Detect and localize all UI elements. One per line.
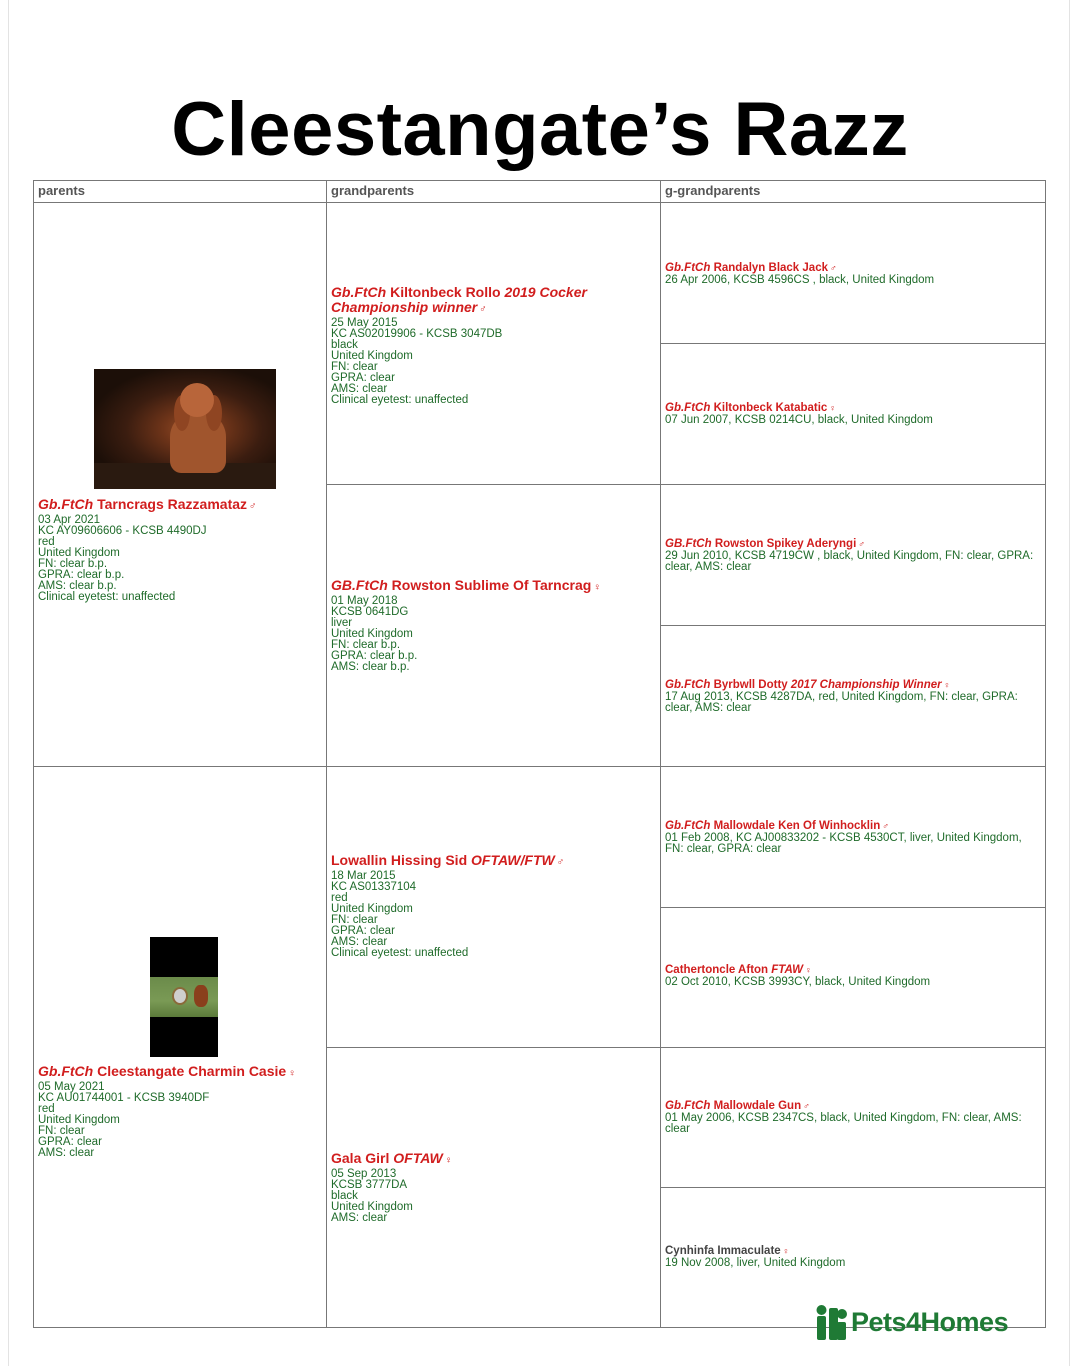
parent-cell-dam (34, 767, 327, 1328)
ggrandparent-cell (661, 485, 1046, 626)
ggrandparent-entry: GB.FtCh Rowston Spikey Aderyngi ♂ 29 Jun 2010, KCSB 4719CW , black, United Kingdom, FN: clear, GPRA: clear, AMS: clear (665, 538, 1043, 573)
ggrandparent-entry: Gb.FtCh Byrbwll Dotty 2017 Championship Winner ♀ 17 Aug 2013, KCSB 4287DA, red, United Kingdom, FN: clear, GPRA: clear, AMS: clear (665, 679, 1043, 714)
pets4homes-logo[interactable] (815, 1300, 1008, 1344)
page-title: Cleestangate’s Razz (171, 87, 909, 172)
dog-name[interactable]: Gb.FtCh Cleestangate Charmin Casie ♀ (38, 1063, 296, 1079)
parent-entry: Gb.FtCh Cleestangate Charmin Casie ♀ 05 May 2021 KC AU01744001 - KCSB 3940DF red United Kingdom FN: clear GPRA: clear AMS: clear (38, 1064, 323, 1159)
ggrandparent-cell (661, 203, 1046, 344)
dog-name[interactable]: Gala Girl OFTAW ♀ (331, 1150, 453, 1166)
parent-entry: Gb.FtCh Tarncrags Razzamataz ♂ 03 Apr 2021 KC AY09606606 - KCSB 4490DJ red United Kingdom FN: clear b.p. GPRA: clear b.p. AMS: clear b.p. Clinical eyetest: unaffected (38, 497, 323, 603)
dog-name[interactable]: Gb.FtCh Mallowdale Gun ♂ (665, 1100, 810, 1112)
sire-photo (94, 369, 276, 489)
dam-photo (150, 937, 218, 1057)
grandparent-entry: Gb.FtCh Kiltonbeck Rollo 2019 Cocker Championship winner ♂ 25 May 2015 KC AS02019906 - KCSB 3047DB black United Kingdom FN: clear GPRA: clear AMS: clear Clinical eyetest: unaffected (331, 285, 657, 406)
logo-text: Pets4Homes (851, 1306, 1009, 1337)
dog-name[interactable]: Gb.FtCh Kiltonbeck Katabatic ♀ (665, 402, 837, 414)
ggrandparent-entry: Cynhinfa Immaculate ♀ 19 Nov 2008, liver, United Kingdom (665, 1245, 1043, 1269)
ggrandparent-entry: Cathertoncle Afton FTAW ♀ 02 Oct 2010, KCSB 3993CY, black, United Kingdom (665, 964, 1043, 988)
ggrandparent-entry: Gb.FtCh Mallowdale Ken Of Winhocklin ♂ 01 Feb 2008, KC AJ00833202 - KCSB 4530CT, liver, United Kingdom, FN: clear, GPRA: clear (665, 820, 1043, 855)
pets4homes-house-icon (815, 1302, 849, 1342)
pedigree-table (33, 180, 1046, 1328)
dog-name[interactable]: Gb.FtCh Kiltonbeck Rollo 2019 Cocker Championship winner ♂ (331, 284, 587, 315)
parent-cell-sire (34, 203, 327, 767)
ggrandparent-cell (661, 626, 1046, 767)
ggrandparent-cell (661, 908, 1046, 1048)
dog-name[interactable]: Cynhinfa Immaculate ♀ (665, 1245, 790, 1257)
header-grandparents: grandparents (327, 181, 661, 203)
dog-name[interactable]: GB.FtCh Rowston Spikey Aderyngi ♂ (665, 538, 866, 550)
ggrandparent-entry: Gb.FtCh Kiltonbeck Katabatic ♀ 07 Jun 2007, KCSB 0214CU, black, United Kingdom (665, 402, 1043, 426)
grandparent-entry: GB.FtCh Rowston Sublime Of Tarncrag ♀ 01 May 2018 KCSB 0641DG liver United Kingdom FN: clear b.p. GPRA: clear b.p. AMS: clear b.p. (331, 578, 657, 673)
dog-name[interactable]: Gb.FtCh Mallowdale Ken Of Winhocklin ♂ (665, 820, 889, 832)
grandparent-cell (327, 485, 661, 767)
grandparent-entry: Lowallin Hissing Sid OFTAW/FTW ♂ 18 Mar 2015 KC AS01337104 red United Kingdom FN: clear GPRA: clear AMS: clear Clinical eyetest: unaffected (331, 853, 657, 959)
grandparent-cell (327, 1048, 661, 1328)
ggrandparent-entry: Gb.FtCh Randalyn Black Jack ♂ 26 Apr 2006, KCSB 4596CS , black, United Kingdom (665, 262, 1043, 286)
dog-name[interactable]: Gb.FtCh Tarncrags Razzamataz ♂ (38, 496, 257, 512)
header-parents: parents (34, 181, 327, 203)
dog-name[interactable]: Lowallin Hissing Sid OFTAW/FTW ♂ (331, 852, 565, 868)
header-ggrandparents: g-grandparents (661, 181, 1046, 203)
dog-name[interactable]: Gb.FtCh Randalyn Black Jack ♂ (665, 262, 837, 274)
dog-name[interactable]: GB.FtCh Rowston Sublime Of Tarncrag ♀ (331, 577, 601, 593)
ggrandparent-cell (661, 344, 1046, 485)
ggrandparent-cell (661, 767, 1046, 908)
dog-name[interactable]: Gb.FtCh Byrbwll Dotty 2017 Championship Winner ♀ (665, 679, 951, 691)
ggrandparent-cell (661, 1048, 1046, 1188)
grandparent-cell (327, 203, 661, 485)
ggrandparent-entry: Gb.FtCh Mallowdale Gun ♂ 01 May 2006, KCSB 2347CS, black, United Kingdom, FN: clear, AMS: clear (665, 1100, 1043, 1135)
grandparent-entry: Gala Girl OFTAW ♀ 05 Sep 2013 KCSB 3777DA black United Kingdom AMS: clear (331, 1151, 657, 1224)
grandparent-cell (327, 767, 661, 1048)
dog-name[interactable]: Cathertoncle Afton FTAW ♀ (665, 964, 812, 976)
